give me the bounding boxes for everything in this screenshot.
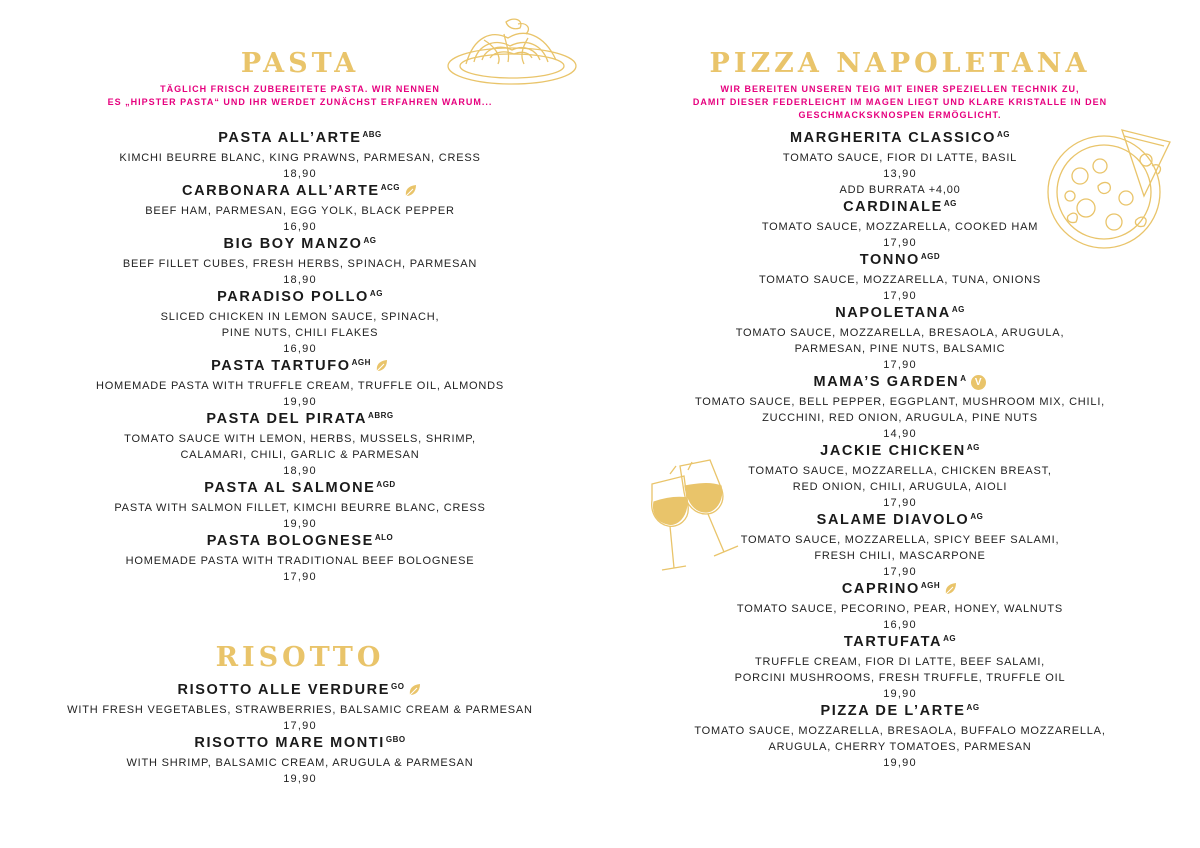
item-name [207,532,394,550]
pasta-items [0,129,600,585]
item-title: MAMA’S GARDEN [813,374,960,390]
pasta-intro-line: TÄGLICH FRISCH ZUBEREITETE PASTA. WIR NENNEN [160,84,440,94]
item-title: PASTA DEL PIRATA [206,411,368,427]
item-description: TOMATO SAUCE, MOZZARELLA, CHICKEN BREAST, [748,465,1052,477]
item-description: TOMATO SAUCE, MOZZARELLA, BRESAOLA, ARUGULA, [735,327,1065,339]
pizza-intro-line: GESCHMACKSKNOSPEN ERMÖGLICHT. [798,110,1002,120]
item-title: PIZZA DE L’ARTE [820,703,966,719]
risotto-title: RISOTTO [215,642,385,673]
item-price: 14,90 [883,428,917,440]
menu-item [600,373,1200,442]
allergen-codes: AGH [351,358,371,367]
item-price: 19,90 [283,518,317,530]
allergen-codes: AG [951,305,965,314]
item-addon: ADD BURRATA +4,00 [839,184,961,196]
risotto-items [0,681,600,787]
item-description: RED ONION, CHILI, ARUGULA, AIOLI [792,481,1008,493]
item-description: TRUFFLE CREAM, FIOR DI LATTE, BEEF SALAMI, [754,656,1046,668]
item-title: RISOTTO MARE MONTI [194,735,385,751]
item-description: WITH SHRIMP, BALSAMIC CREAM, ARUGULA & PARMESAN [126,757,474,769]
item-price: 19,90 [283,773,317,785]
item-description: TOMATO SAUCE WITH LEMON, HERBS, MUSSELS, SHRIMP, [124,433,476,445]
item-description: TOMATO SAUCE, MOZZARELLA, BRESAOLA, BUFFALO MOZZARELLA, [694,725,1106,737]
item-price: 16,90 [883,619,917,631]
item-name [860,251,940,269]
allergen-codes: A [960,374,967,383]
menu-item [0,532,600,585]
allergen-codes: AG [369,289,383,298]
item-title: TONNO [859,252,920,268]
allergen-codes: AG [943,634,957,643]
allergen-codes: GO [391,682,405,691]
item-description: TOMATO SAUCE, MOZZARELLA, TUNA, ONIONS [758,274,1041,286]
pizza-title: PIZZA NAPOLETANA [709,48,1091,79]
leaf-icon [408,683,422,697]
item-title: NAPOLETANA [835,305,951,321]
item-name [194,734,405,752]
pizza-intro-line: DAMIT DIESER FEDERLEICHT IM MAGEN LIEGT UND KLARE KRISTALLE IN DEN [692,97,1108,107]
pizza-intro-line: WIR BEREITEN UNSEREN TEIG MIT EINER SPEZIELLEN TECHNIK ZU, [720,84,1080,94]
item-description: ZUCCHINI, RED ONION, ARUGULA, PINE NUTS [762,412,1038,424]
item-description: TOMATO SAUCE, MOZZARELLA, COOKED HAM [761,221,1039,233]
item-name [206,410,393,428]
item-price: 19,90 [883,688,917,700]
item-price: 17,90 [883,290,917,302]
item-description: TOMATO SAUCE, FIOR DI LATTE, BASIL [782,152,1018,164]
item-description: KIMCHI BEURRE BLANC, KING PRAWNS, PARMESAN, CRESS [119,152,481,164]
menu-item [0,357,600,410]
item-name [817,511,984,529]
allergen-codes: AG [363,236,377,245]
menu-item [600,304,1200,373]
item-description: FRESH CHILI, MASCARPONE [814,550,986,562]
item-title: RISOTTO ALLE VERDURE [177,682,390,698]
item-title: BIG BOY MANZO [223,236,363,252]
item-description: CALAMARI, CHILI, GARLIC & PARMESAN [180,449,420,461]
item-description: PORCINI MUSHROOMS, FRESH TRUFFLE, TRUFFLE OIL [734,672,1066,684]
item-name [178,681,423,699]
item-price: 16,90 [283,221,317,233]
item-title: MARGHERITA CLASSICO [789,130,996,146]
item-price: 17,90 [883,566,917,578]
menu-item [600,702,1200,771]
menu-item [600,580,1200,633]
menu-item [0,288,600,357]
item-price: 17,90 [283,571,317,583]
item-title: PASTA ALL’ARTE [218,130,362,146]
item-price: 17,90 [883,237,917,249]
item-description: TOMATO SAUCE, PECORINO, PEAR, HONEY, WALNUTS [736,603,1064,615]
item-name [844,633,956,651]
item-description: PARMESAN, PINE NUTS, BALSAMIC [794,343,1006,355]
item-price: 19,90 [883,757,917,769]
allergen-codes: ACG [380,183,400,192]
item-price: 19,90 [283,396,317,408]
item-price: 17,90 [883,497,917,509]
item-price: 16,90 [283,343,317,355]
allergen-codes: ABG [362,130,382,139]
item-name [224,235,377,253]
leaf-icon [375,359,389,373]
menu-item [0,734,600,787]
item-description: BEEF FILLET CUBES, FRESH HERBS, SPINACH, PARMESAN [122,258,478,270]
allergen-codes: AG [966,703,980,712]
item-price: 17,90 [883,359,917,371]
item-price: 13,90 [883,168,917,180]
item-title: PARADISO POLLO [217,289,369,305]
item-price: 18,90 [283,465,317,477]
menu-item [0,410,600,479]
item-name [211,357,389,375]
item-description: ARUGULA, CHERRY TOMATOES, PARMESAN [768,741,1032,753]
menu-item [0,479,600,532]
item-title: CARBONARA ALL’ARTE [182,183,380,199]
menu-item [600,251,1200,304]
allergen-codes: AG [970,512,984,521]
menu-item [0,129,600,182]
menu-item [0,182,600,235]
item-name [814,373,987,391]
allergen-codes: ABRG [368,411,394,420]
item-name [218,129,382,147]
allergen-codes: AG [997,130,1010,139]
allergen-codes: AGD [920,252,941,261]
item-title: PASTA TARTUFO [211,358,351,374]
leaf-icon [944,582,958,596]
item-price: 18,90 [283,168,317,180]
item-name [790,129,1010,147]
item-name [842,580,958,598]
allergen-codes: ALO [374,533,394,542]
pasta-bowl-illustration [444,16,580,88]
item-description: SLICED CHICKEN IN LEMON SAUCE, SPINACH, [160,311,440,323]
item-title: CAPRINO [841,581,920,597]
item-name [835,304,965,322]
wine-glasses-illustration [640,456,744,586]
pasta-title: PASTA [240,48,360,79]
item-description: TOMATO SAUCE, MOZZARELLA, SPICY BEEF SALAMI, [740,534,1060,546]
item-description: TOMATO SAUCE, BELL PEPPER, EGGPLANT, MUSHROOM MIX, CHILI, [694,396,1106,408]
item-price: 17,90 [283,720,317,732]
allergen-codes: AG [966,443,980,452]
item-title: JACKIE CHICKEN [820,443,966,459]
item-title: TARTUFATA [843,634,943,650]
pizza-intro [600,83,1200,122]
item-description: HOMEMADE PASTA WITH TRADITIONAL BEEF BOLOGNESE [125,555,475,567]
item-name [843,198,957,216]
item-title: PASTA BOLOGNESE [206,533,374,549]
item-name [820,442,980,460]
item-name [820,702,979,720]
menu-item [0,235,600,288]
item-description: PASTA WITH SALMON FILLET, KIMCHI BEURRE BLANC, CRESS [114,502,486,514]
item-name [182,182,418,200]
item-title: CARDINALE [843,199,943,215]
item-title: PASTA AL SALMONE [204,480,376,496]
item-name [217,288,383,306]
allergen-codes: AGD [376,480,396,489]
item-title: SALAME DIAVOLO [816,512,970,528]
menu-item [600,633,1200,702]
menu-item [0,681,600,734]
pizza-illustration [1040,126,1180,252]
pasta-intro-line: ES „HIPSTER PASTA“ UND IHR WERDET ZUNÄCHST ERFAHREN WARUM... [107,97,493,107]
allergen-codes: AGH [920,581,941,590]
item-description: WITH FRESH VEGETABLES, STRAWBERRIES, BALSAMIC CREAM & PARMESAN [67,704,533,716]
allergen-codes: AG [943,199,957,208]
allergen-codes: GBO [385,735,406,744]
item-description: HOMEMADE PASTA WITH TRUFFLE CREAM, TRUFFLE OIL, ALMONDS [95,380,505,392]
item-name [204,479,395,497]
leaf-icon [404,184,418,198]
vegan-icon: V [971,375,986,390]
item-description: BEEF HAM, PARMESAN, EGG YOLK, BLACK PEPPER [145,205,455,217]
item-description: PINE NUTS, CHILI FLAKES [221,327,379,339]
item-price: 18,90 [283,274,317,286]
